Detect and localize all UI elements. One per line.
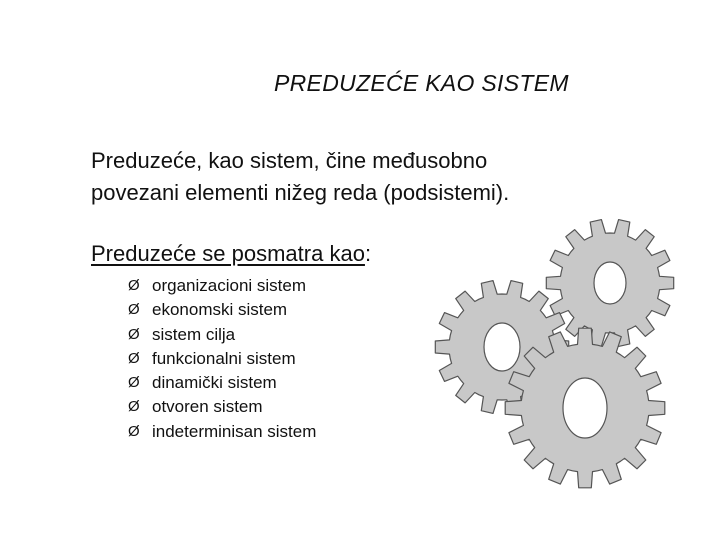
arrow-bullet-icon: Ø	[128, 422, 140, 440]
list-item: Ø indeterminisan sistem	[128, 420, 316, 444]
gear-bottom-right	[505, 328, 665, 488]
list-item: Ø ekonomski sistem	[128, 298, 316, 322]
list-heading-text: Preduzeće se posmatra kao	[91, 241, 365, 266]
arrow-bullet-icon: Ø	[128, 374, 140, 392]
list-item: Ø organizacioni sistem	[128, 274, 316, 298]
list-item: Ø otvoren sistem	[128, 395, 316, 419]
list-item: Ø sistem cilja	[128, 323, 316, 347]
intro-line-2: povezani elementi nižeg reda (podsistemi).	[91, 180, 510, 205]
list-item: Ø dinamički sistem	[128, 371, 316, 395]
arrow-bullet-icon: Ø	[128, 301, 140, 319]
slide-title: PREDUZEĆE KAO SISTEM	[274, 70, 569, 96]
bullet-list	[128, 274, 316, 444]
gears-icon	[430, 215, 700, 515]
gear-top-right	[546, 220, 673, 347]
arrow-bullet-icon: Ø	[128, 398, 140, 416]
intro-line-1: Preduzeće, kao sistem, čine međusobno	[91, 148, 488, 173]
arrow-bullet-icon: Ø	[128, 325, 140, 343]
list-item: Ø funkcionalni sistem	[128, 347, 316, 371]
list-heading	[91, 241, 371, 267]
arrow-bullet-icon: Ø	[128, 349, 140, 367]
arrow-bullet-icon: Ø	[128, 277, 140, 294]
intro-paragraph	[91, 145, 509, 209]
list-heading-colon: :	[364, 241, 372, 266]
